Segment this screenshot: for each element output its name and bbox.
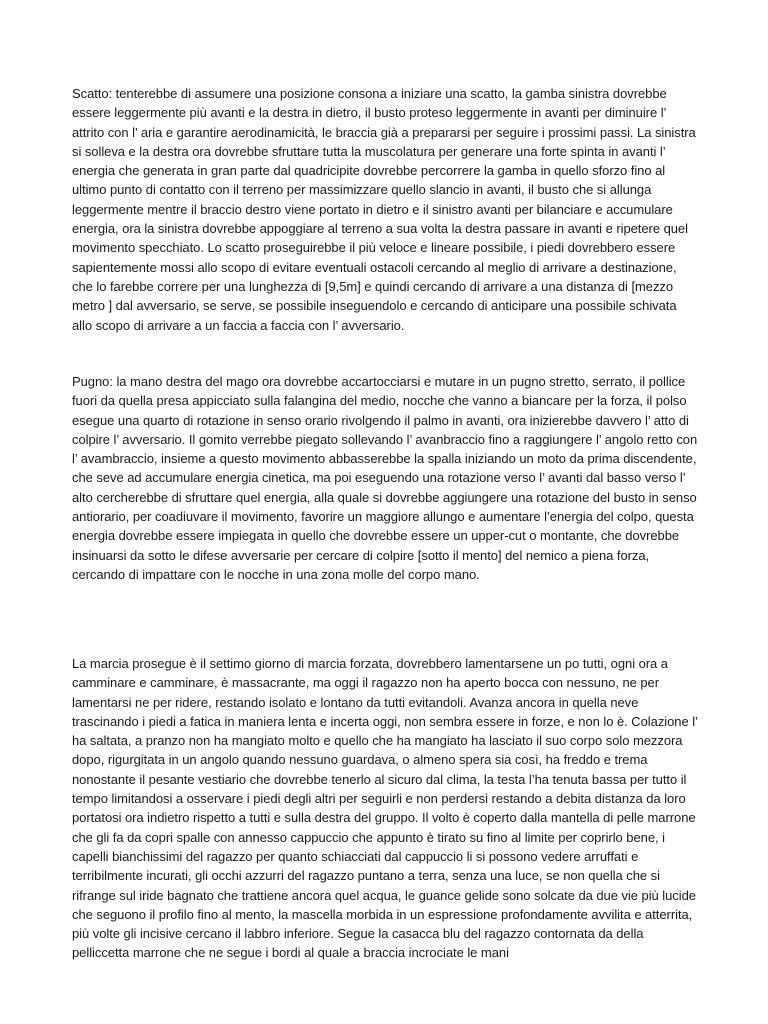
paragraph-scatto: Scatto: tenterebbe di assumere una posizione consona a iniziare una scatto, la gamba sinistra dovrebbe essere leggermente più avanti e la destra in dietro, il busto proteso leggermente in avanti per diminuire l’ attrito con l’ aria e garantire aerodinamicità, le braccia già a prepararsi per seguire i prossimi passi. La sinistra si solleva e la destra ora dovrebbe sfruttare tutta la muscolatura per generare una forte spinta in avanti l’ energia che generata in gran parte dal quadricipite dovrebbe percorrere la gamba in quello sforzo fino al ultimo punto di contatto con il terreno per massimizzare quello slancio in avanti, il busto che si allunga leggermente mentre il braccio destro viene portato in dietro e il sinistro avanti per bilanciare e accumulare energia, ora la sinistra dovrebbe appoggiare al terreno a sua volta la destra passare in avanti e ripetere quel movimento specchiato. Lo scatto proseguirebbe il più veloce e lineare possibile, i piedi dovrebbero essere sapientemente mossi allo scopo di evitare eventuali ostacoli cercando al meglio di arrivare a destinazione, che lo farebbe correre per una lunghezza di [9,5m] e quindi cercando di arrivare a una distanza di [mezzo metro ] dal avversario, se serve, se possibile inseguendolo e cercando di anticipare una possibile schivata allo scopo di arrivare a un faccia a faccia con l’ avversario. (72, 86, 696, 333)
paragraph-marcia: La marcia prosegue è il settimo giorno di marcia forzata, dovrebbero lamentarsene un po tutti, ogni ora a camminare e camminare, è massacrante, ma oggi il ragazzo non ha aperto bocca con nessuno, ne per lamentarsi ne per ridere, restando isolato e lontano da tutti evitandoli. Avanza ancora in quella neve trascinando i piedi a fatica in maniera lenta e incerta oggi, non sembra essere in forze, e non lo è. Colazione l’ ha saltata, a pranzo non ha mangiato molto e quello che ha mangiato ha lasciato il suo corpo solo mezzora dopo, rigurgitata in un angolo quando nessuno guardava, o almeno spera sia così, ha freddo e trema nonostante il pesante vestiario che dovrebbe tenerlo al sicuro dal clima, la testa l’ha tenuta bassa per tutto il tempo limitandosi a osservare i piedi degli altri per seguirli e non perdersi restando a debita distanza da loro portatosi ora indietro rispetto a tutti e sulla destra del gruppo. Il volto è coperto dalla mantella di pelle marrone che gli fa da copri spalle con annesso cappuccio che appunto è tirato su fino al limite per coprirlo bene, i capelli bianchissimi del ragazzo per quanto schiacciati dal cappuccio li si possono vedere arruffati e terribilmente incurati, gli occhi azzurri del ragazzo puntano a terra, senza una luce, se non quella che si rifrange sul iride bagnato che trattiene ancora quel acqua, le guance gelide sono solcate da due vie più lucide che seguono il profilo fino al mento, la mascella morbida in un espressione profondamente avvilita e atterrita, più volte gli incisive cercano il labbro inferiore. Segue la casacca blu del ragazzo contornata da della pelliccetta marrone che ne segue i bordi al quale a braccia incrociate le mani (72, 656, 698, 961)
paragraph-pugno: Pugno: la mano destra del mago ora dovrebbe accartocciarsi e mutare in un pugno stretto, serrato, il pollice fuori da quella presa appicciato sulla falangina del medio, nocche che vanno a biancare per la forza, il polso esegue una quarto di rotazione in senso orario rivolgendo il palmo in avanti, ora inizierebbe davvero l’ atto di colpire l’ avversario. Il gomito verrebbe piegato sollevando l’ avanbraccio fino a raggiungere l’ angolo retto con l’ avambraccio, insieme a questo movimento abbasserebbe la spalla iniziando un moto da prima discendente, che seve ad accumulare energia cinetica, ma poi eseguendo una rotazione verso l’ avanti dal basso verso l’ alto cercherebbe di sfruttare quel energia, alla quale si dovrebbe aggiungere una rotazione del busto in senso antiorario, per coadiuvare il movimento, favorire un maggiore allungo e aumentare l’energia del colpo, questa energia dovrebbe essere impiegata in quello che dovrebbe essere un upper-cut o montante, che dovrebbe insinuarsi da sotto le difese avversarie per cercare di colpire [sotto il mento] del nemico a piena forza, cercando di impattare con le nocche in una zona molle del corpo mano. (72, 374, 698, 582)
